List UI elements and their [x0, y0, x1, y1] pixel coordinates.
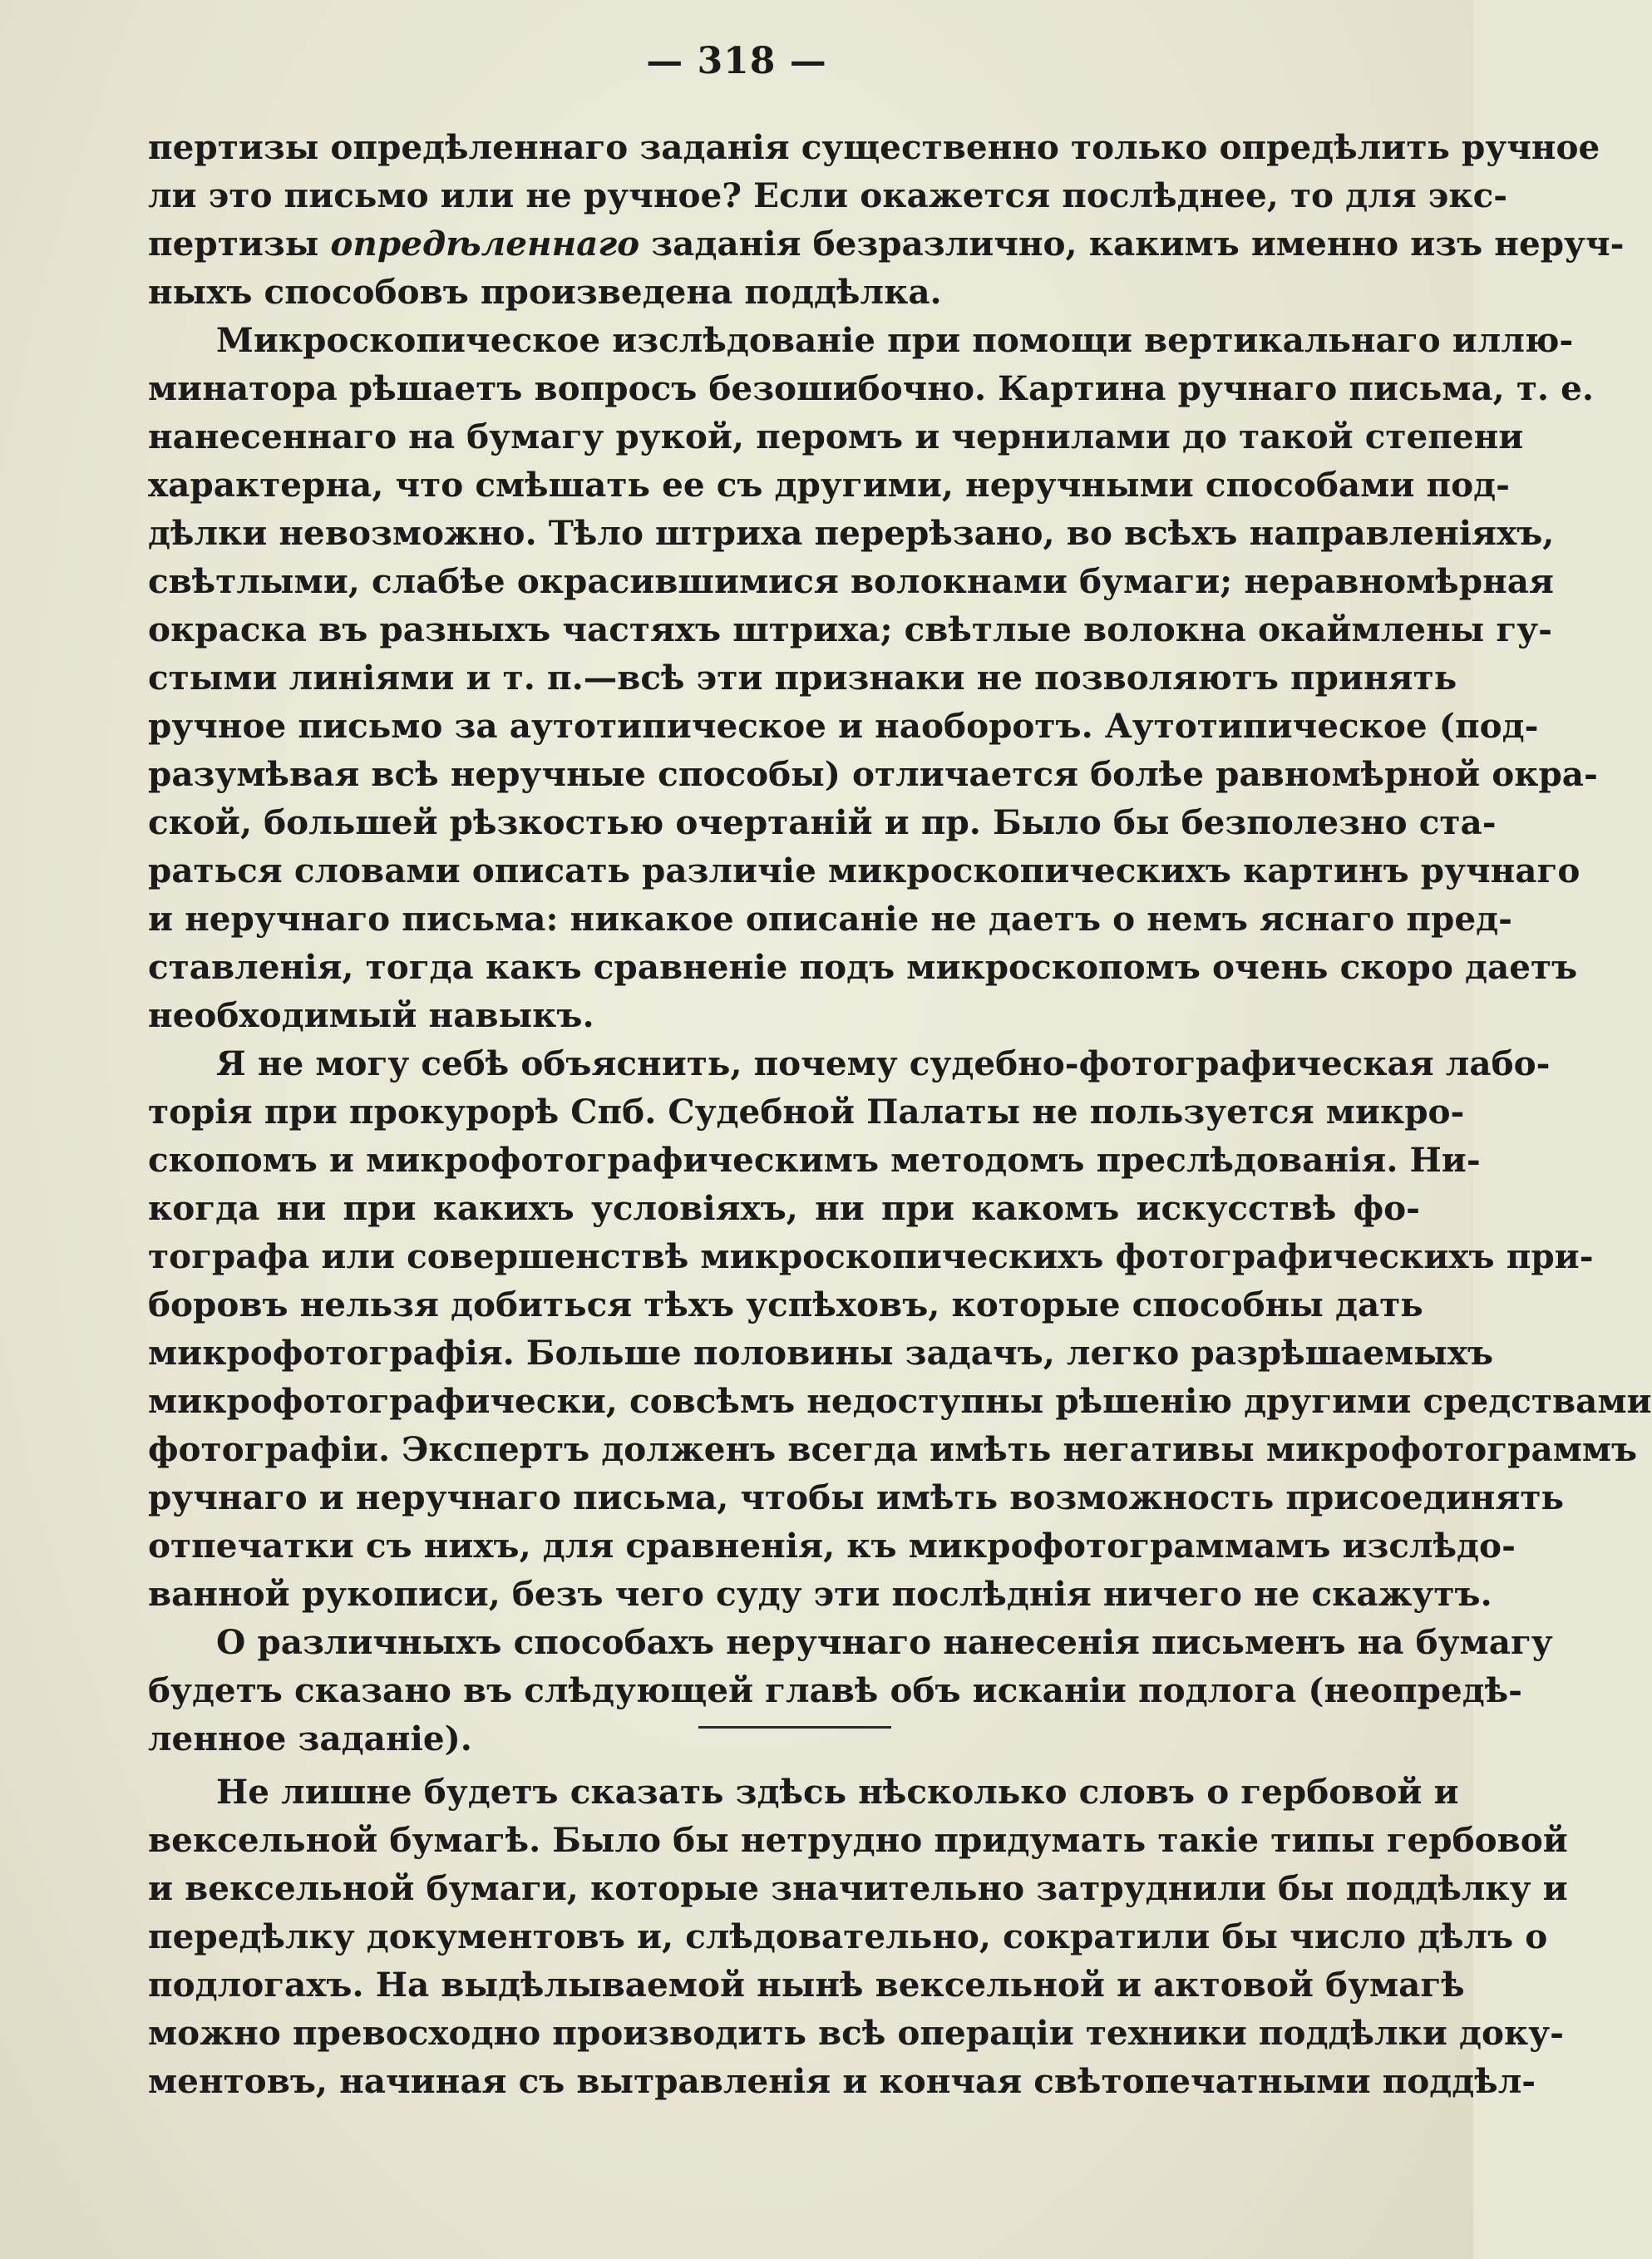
- text-line: тографа или совершенствѣ микроскопическихъ фотографическихъ при-: [148, 1236, 1594, 1276]
- text-line: ставленія, тогда какъ сравненіе подъ микроскопомъ очень скоро даетъ: [148, 947, 1578, 987]
- text-line: необходимый навыкъ.: [148, 995, 594, 1035]
- text-line: характерна, что смѣшать ее съ другими, неручными способами под-: [148, 465, 1510, 505]
- text-line: раться словами описать различіе микроскопическихъ картинъ ручнаго: [148, 851, 1580, 890]
- text-line: и вексельной бумаги, которые значительно затруднили бы поддѣлку и: [148, 1868, 1568, 1908]
- text-line: боровъ нельзя добиться тѣхъ успѣховъ, которые способны дать: [148, 1285, 1423, 1324]
- page-number: — 318 —: [646, 40, 827, 82]
- text-line: ныхъ способовъ произведена поддѣлка.: [148, 272, 942, 312]
- text-line: микрофотографически, совсѣмъ недоступны рѣшенію другими средствами: [148, 1381, 1652, 1421]
- text-line: [148, 219, 1625, 268]
- text-line: ленное заданіе).: [148, 1719, 472, 1758]
- text-line: пертизы опредѣленнаго заданія существенно только опредѣлить ручное: [148, 127, 1600, 167]
- text-line: фотографіи. Экспертъ долженъ всегда имѣть негативы микрофотограммъ: [148, 1429, 1638, 1469]
- text-line: отпечатки съ нихъ, для сравненія, къ микрофотограммамъ изслѣдо-: [148, 1526, 1516, 1566]
- text-line: подлогахъ. На выдѣлываемой нынѣ вексельной и актовой бумагѣ: [148, 1965, 1465, 2005]
- text-line: вексельной бумагѣ. Было бы нетрудно придумать такіе типы гербовой: [148, 1820, 1568, 1860]
- text-line: нанесеннаго на бумагу рукой, перомъ и чернилами до такой степени: [148, 417, 1524, 456]
- text-line: и неручнаго письма: никакое описаніе не даетъ о немъ яснаго пред-: [148, 899, 1512, 939]
- text-line: разумѣвая всѣ неручные способы) отличается болѣе равномѣрной окра-: [148, 754, 1598, 794]
- text-line: Я не могу себѣ объяснить, почему судебно-фотографическая лабо-: [216, 1043, 1551, 1083]
- text-line: ской, большей рѣзкостью очертаній и пр. Было бы безполезно ста-: [148, 802, 1497, 842]
- text-line: окраска въ разныхъ частяхъ штриха; свѣтлые волокна окаймлены гу-: [148, 609, 1552, 649]
- text-span: заданія безразлично, какимъ именно изъ неруч-: [639, 224, 1625, 264]
- text-line: ванной рукописи, безъ чего суду эти послѣднія ничего не скажутъ.: [148, 1574, 1492, 1614]
- text-line: Не лишне будетъ сказать здѣсь нѣсколько словъ о гербовой и: [216, 1772, 1459, 1812]
- text-line: передѣлку документовъ и, слѣдовательно, сократили бы число дѣлъ о: [148, 1916, 1548, 1956]
- section-divider: [698, 1726, 891, 1729]
- text-line: Микроскопическое изслѣдованіе при помощи вертикальнаго иллю-: [216, 320, 1574, 360]
- text-line: стыми линіями и т. п.—всѣ эти признаки не позволяютъ принять: [148, 658, 1457, 698]
- text-line: скопомъ и микрофотографическимъ методомъ преслѣдованія. Ни-: [148, 1140, 1481, 1180]
- text-line: ручное письмо за аутотипическое и наоборотъ. Аутотипическое (под-: [148, 706, 1539, 746]
- text-line: О различныхъ способахъ неручнаго нанесенія письменъ на бумагу: [216, 1622, 1553, 1662]
- text-line: можно превосходно производить всѣ операціи техники поддѣлки доку-: [148, 2013, 1564, 2053]
- text-line: ли это письмо или не ручное? Если окажется послѣднее, то для экс-: [148, 175, 1508, 215]
- text-line: минатора рѣшаетъ вопросъ безошибочно. Картина ручнаго письма, т. е.: [148, 368, 1594, 408]
- main-text: [148, 123, 1652, 1763]
- text-span: пертизы: [148, 224, 331, 264]
- italic-emphasis: опредѣленнаго: [330, 224, 640, 264]
- text-line: ментовъ, начиная съ вытравленія и кончая свѣтопечатными поддѣл-: [148, 2061, 1536, 2101]
- text-line: микрофотографія. Больше половины задачъ, легко разрѣшаемыхъ: [148, 1333, 1494, 1373]
- text-line: дѣлки невозможно. Тѣло штриха перерѣзано, во всѣхъ направленіяхъ,: [148, 513, 1555, 553]
- text-line: ручнаго и неручнаго письма, чтобы имѣть возможность присоединять: [148, 1477, 1564, 1517]
- text-line: торія при прокурорѣ Спб. Судебной Палаты не пользуется микро-: [148, 1092, 1465, 1132]
- second-section-text: [148, 1768, 1568, 2105]
- text-line: будетъ сказано въ слѣдующей главѣ объ исканіи подлога (неопредѣ-: [148, 1670, 1522, 1710]
- text-line: свѣтлыми, слабѣе окрасившимися волокнами бумаги; неравномѣрная: [148, 561, 1554, 601]
- text-line: когда ни при какихъ условіяхъ, ни при какомъ искусствѣ фо-: [148, 1188, 1420, 1228]
